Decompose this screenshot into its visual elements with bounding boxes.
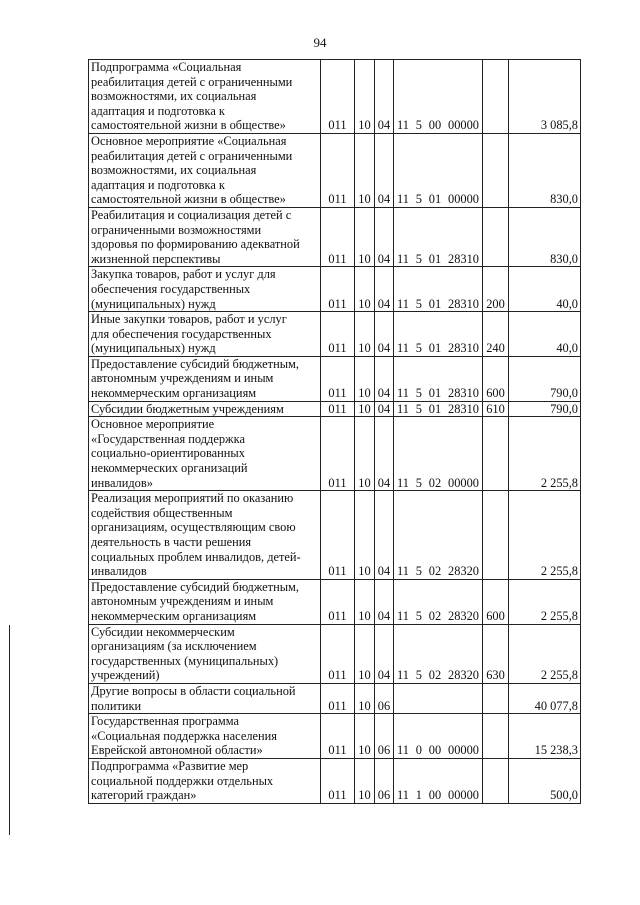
row-name-line: возможностями, их социальная — [91, 89, 257, 104]
amount: 790,0 — [509, 401, 581, 417]
row-name-line: социально-ориентированных — [91, 446, 245, 461]
table-row — [89, 60, 581, 134]
row-name-line: Основное мероприятие «Социальная — [91, 133, 287, 148]
target-article-part: 5 — [415, 401, 422, 416]
target-article-code — [394, 714, 483, 759]
ministry-code: 011 — [321, 207, 355, 266]
row-name-line: реабилитация детей с ограниченными — [91, 148, 293, 163]
target-article-parts — [396, 743, 480, 758]
table-row — [89, 356, 581, 401]
target-article-part: 11 — [397, 608, 409, 623]
row-name-line: организациям, осуществляющим свою — [91, 520, 296, 535]
target-article-part: 01 — [428, 251, 442, 266]
row-name-line: «Социальная поддержка населения — [91, 728, 277, 743]
target-article-part: 11 — [397, 668, 409, 683]
margin-line — [9, 625, 10, 835]
target-article-code — [394, 417, 483, 491]
target-article-part: 11 — [397, 192, 409, 207]
target-article-part: 5 — [415, 192, 422, 207]
amount: 15 238,3 — [509, 714, 581, 759]
ministry-code: 011 — [321, 60, 355, 134]
subsection-code: 04 — [375, 356, 394, 401]
amount: 2 255,8 — [509, 417, 581, 491]
target-article-part: 11 — [397, 743, 409, 758]
table-row — [89, 491, 581, 580]
row-name — [89, 491, 321, 580]
subsection-code: 04 — [375, 624, 394, 683]
subsection-code: 06 — [375, 683, 394, 713]
row-name-line: социальных проблем инвалидов, детей- — [91, 549, 301, 564]
target-article-parts — [396, 476, 480, 491]
target-article-parts — [396, 118, 480, 133]
target-article-part: 00000 — [448, 743, 479, 758]
row-name-line: Субсидии бюджетным учреждениям — [91, 401, 284, 416]
target-article-parts — [396, 564, 480, 579]
subsection-code: 06 — [375, 758, 394, 803]
row-name — [89, 133, 321, 207]
target-article-parts — [396, 668, 480, 683]
target-article-code — [394, 133, 483, 207]
row-name — [89, 683, 321, 713]
target-article-part: 02 — [428, 564, 442, 579]
section-code: 10 — [355, 714, 375, 759]
target-article-part: 0 — [415, 743, 422, 758]
target-article-part: 00 — [428, 788, 442, 803]
section-code: 10 — [355, 312, 375, 357]
expense-type-code — [483, 491, 509, 580]
row-name-line: Реализация мероприятий по оказанию — [91, 491, 294, 506]
row-name-line: Иные закупки товаров, работ и услуг — [91, 312, 287, 327]
target-article-code — [394, 312, 483, 357]
amount: 40 077,8 — [509, 683, 581, 713]
target-article-parts — [396, 341, 480, 356]
target-article-part: 01 — [428, 296, 442, 311]
row-name-line: Реабилитация и социализация детей с — [91, 207, 292, 222]
target-article-part: 5 — [415, 251, 422, 266]
ministry-code: 011 — [321, 133, 355, 207]
row-name-line: политики — [91, 698, 142, 713]
section-code: 10 — [355, 133, 375, 207]
ministry-code: 011 — [321, 624, 355, 683]
expense-type-code — [483, 758, 509, 803]
target-article-part: 11 — [397, 251, 409, 266]
row-name-line: Субсидии некоммерческим — [91, 624, 235, 639]
row-name-line: ограниченными возможностями — [91, 222, 262, 237]
row-name-line: адаптация и подготовка к — [91, 177, 225, 192]
row-name-line: некоммерческим организациям — [91, 608, 257, 623]
expense-type-code — [483, 60, 509, 134]
target-article-part: 28310 — [448, 341, 479, 356]
target-article-part: 11 — [397, 386, 409, 401]
expense-type-code: 200 — [483, 267, 509, 312]
row-name-line: Предоставление субсидий бюджетным, — [91, 356, 299, 371]
target-article-code — [394, 60, 483, 134]
table-row — [89, 579, 581, 624]
target-article-code — [394, 579, 483, 624]
row-name-line: социальной поддержки отдельных — [91, 773, 274, 788]
row-name-line: для обеспечения государственных — [91, 326, 272, 341]
row-name — [89, 758, 321, 803]
ministry-code: 011 — [321, 417, 355, 491]
target-article-part: 01 — [428, 401, 442, 416]
target-article-parts — [396, 297, 480, 312]
row-name-line: адаптация и подготовка к — [91, 103, 225, 118]
section-code: 10 — [355, 207, 375, 266]
row-name-line: категорий граждан» — [91, 788, 197, 803]
row-name-line: организациям (за исключением — [91, 639, 257, 654]
row-name-line: Еврейской автономной области» — [91, 743, 263, 758]
budget-table — [88, 59, 581, 804]
target-article-part: 00 — [428, 743, 442, 758]
section-code: 10 — [355, 683, 375, 713]
subsection-code: 04 — [375, 579, 394, 624]
expense-type-code — [483, 207, 509, 266]
target-article-part: 28320 — [448, 668, 479, 683]
row-name — [89, 401, 321, 417]
target-article-part: 11 — [397, 788, 409, 803]
target-article-part: 11 — [397, 341, 409, 356]
amount: 2 255,8 — [509, 579, 581, 624]
row-name-line: самостоятельной жизни в обществе» — [91, 192, 286, 207]
ministry-code: 011 — [321, 758, 355, 803]
target-article-part: 28320 — [448, 564, 479, 579]
table-row — [89, 207, 581, 266]
amount: 500,0 — [509, 758, 581, 803]
target-article-part: 5 — [415, 668, 422, 683]
target-article-part: 00000 — [448, 192, 479, 207]
target-article-part: 02 — [428, 475, 442, 490]
row-name — [89, 267, 321, 312]
target-article-part: 28310 — [448, 296, 479, 311]
target-article-part: 00000 — [448, 788, 479, 803]
amount: 2 255,8 — [509, 624, 581, 683]
target-article-code — [394, 267, 483, 312]
row-name — [89, 312, 321, 357]
target-article-part: 28310 — [448, 386, 479, 401]
row-name-line: обеспечения государственных — [91, 281, 251, 296]
subsection-code: 04 — [375, 60, 394, 134]
section-code: 10 — [355, 356, 375, 401]
target-article-part: 11 — [397, 475, 409, 490]
table-row — [89, 312, 581, 357]
target-article-part: 11 — [397, 118, 409, 133]
row-name-line: «Государственная поддержка — [91, 431, 245, 446]
ministry-code: 011 — [321, 683, 355, 713]
page-number: 94 — [313, 35, 327, 50]
amount: 2 255,8 — [509, 491, 581, 580]
expense-type-code: 240 — [483, 312, 509, 357]
section-code: 10 — [355, 491, 375, 580]
row-name-line: инвалидов — [91, 564, 147, 579]
expense-type-code — [483, 683, 509, 713]
target-article-part: 11 — [397, 296, 409, 311]
target-article-part: 28310 — [448, 401, 479, 416]
target-article-part: 11 — [397, 401, 409, 416]
target-article-part: 5 — [415, 608, 422, 623]
ministry-code: 011 — [321, 491, 355, 580]
row-name-line: автономным учреждениям и иным — [91, 594, 274, 609]
target-article-part: 00000 — [448, 118, 479, 133]
row-name-line: Закупка товаров, работ и услуг для — [91, 267, 276, 282]
target-article-part: 5 — [415, 386, 422, 401]
target-article-part: 00 — [428, 118, 442, 133]
row-name — [89, 714, 321, 759]
expense-type-code — [483, 417, 509, 491]
ministry-code: 011 — [321, 356, 355, 401]
target-article-part: 5 — [415, 475, 422, 490]
ministry-code: 011 — [321, 714, 355, 759]
target-article-code — [394, 683, 483, 713]
row-name-line: (муниципальных) нужд — [91, 296, 216, 311]
expense-type-code — [483, 714, 509, 759]
expense-type-code: 630 — [483, 624, 509, 683]
target-article-parts — [396, 386, 480, 401]
target-article-part: 02 — [428, 668, 442, 683]
amount: 830,0 — [509, 133, 581, 207]
ministry-code: 011 — [321, 579, 355, 624]
target-article-parts — [396, 252, 480, 267]
subsection-code: 04 — [375, 267, 394, 312]
target-article-part: 1 — [415, 788, 422, 803]
section-code: 10 — [355, 758, 375, 803]
row-name — [89, 624, 321, 683]
subsection-code: 06 — [375, 714, 394, 759]
target-article-part: 5 — [415, 296, 422, 311]
table-row — [89, 401, 581, 417]
amount: 40,0 — [509, 312, 581, 357]
row-name-line: Подпрограмма «Развитие мер — [91, 758, 249, 773]
row-name-line: самостоятельной жизни в обществе» — [91, 118, 286, 133]
table-row — [89, 133, 581, 207]
section-code: 10 — [355, 624, 375, 683]
row-name-line: (муниципальных) нужд — [91, 341, 216, 356]
target-article-part: 01 — [428, 341, 442, 356]
row-name-line: возможностями, их социальная — [91, 163, 257, 178]
ministry-code: 011 — [321, 401, 355, 417]
ministry-code: 011 — [321, 267, 355, 312]
section-code: 10 — [355, 401, 375, 417]
row-name-line: учреждений) — [91, 668, 160, 683]
target-article-code — [394, 758, 483, 803]
target-article-part: 01 — [428, 386, 442, 401]
target-article-part: 28310 — [448, 251, 479, 266]
target-article-part: 28320 — [448, 608, 479, 623]
ministry-code: 011 — [321, 312, 355, 357]
row-name-line: реабилитация детей с ограниченными — [91, 74, 293, 89]
amount: 3 085,8 — [509, 60, 581, 134]
subsection-code: 04 — [375, 133, 394, 207]
target-article-part: 01 — [428, 192, 442, 207]
row-name-line: Предоставление субсидий бюджетным, — [91, 579, 299, 594]
target-article-parts — [396, 788, 480, 803]
subsection-code: 04 — [375, 491, 394, 580]
subsection-code: 04 — [375, 401, 394, 417]
target-article-part: 5 — [415, 564, 422, 579]
section-code: 10 — [355, 267, 375, 312]
amount: 40,0 — [509, 267, 581, 312]
row-name-line: Другие вопросы в области социальной — [91, 683, 296, 698]
row-name-line: некоммерческим организациям — [91, 386, 257, 401]
expense-type-code: 600 — [483, 579, 509, 624]
row-name-line: Государственная программа — [91, 714, 239, 729]
row-name — [89, 417, 321, 491]
target-article-part: 02 — [428, 608, 442, 623]
row-name-line: автономным учреждениям и иным — [91, 371, 274, 386]
target-article-part: 00000 — [448, 475, 479, 490]
expense-type-code: 610 — [483, 401, 509, 417]
target-article-code — [394, 401, 483, 417]
table-row — [89, 417, 581, 491]
table-row — [89, 714, 581, 759]
row-name-line: содействия общественным — [91, 505, 233, 520]
target-article-parts — [396, 192, 480, 207]
table-row — [89, 683, 581, 713]
target-article-code — [394, 356, 483, 401]
row-name-line: инвалидов» — [91, 475, 153, 490]
target-article-code — [394, 624, 483, 683]
table-row — [89, 267, 581, 312]
expense-type-code: 600 — [483, 356, 509, 401]
row-name — [89, 356, 321, 401]
target-article-code — [394, 491, 483, 580]
section-code: 10 — [355, 579, 375, 624]
row-name-line: Подпрограмма «Социальная — [91, 60, 242, 74]
section-code: 10 — [355, 417, 375, 491]
row-name — [89, 60, 321, 134]
amount: 830,0 — [509, 207, 581, 266]
target-article-part: 11 — [397, 564, 409, 579]
row-name-line: Основное мероприятие — [91, 417, 215, 432]
target-article-parts — [396, 609, 480, 624]
row-name-line: некоммерческих организаций — [91, 461, 248, 476]
row-name-line: жизненной перспективы — [91, 251, 221, 266]
target-article-part: 5 — [415, 341, 422, 356]
row-name — [89, 579, 321, 624]
target-article-code — [394, 207, 483, 266]
row-name-line: деятельность в части решения — [91, 535, 252, 549]
row-name-line: здоровья по формированию адекватной — [91, 237, 300, 252]
subsection-code: 04 — [375, 312, 394, 357]
subsection-code: 04 — [375, 417, 394, 491]
table-row — [89, 758, 581, 803]
table-row — [89, 624, 581, 683]
target-article-part: 5 — [415, 118, 422, 133]
expense-type-code — [483, 133, 509, 207]
subsection-code: 04 — [375, 207, 394, 266]
row-name — [89, 207, 321, 266]
row-name-line: государственных (муниципальных) — [91, 653, 279, 668]
section-code: 10 — [355, 60, 375, 134]
target-article-parts — [396, 402, 480, 417]
amount: 790,0 — [509, 356, 581, 401]
